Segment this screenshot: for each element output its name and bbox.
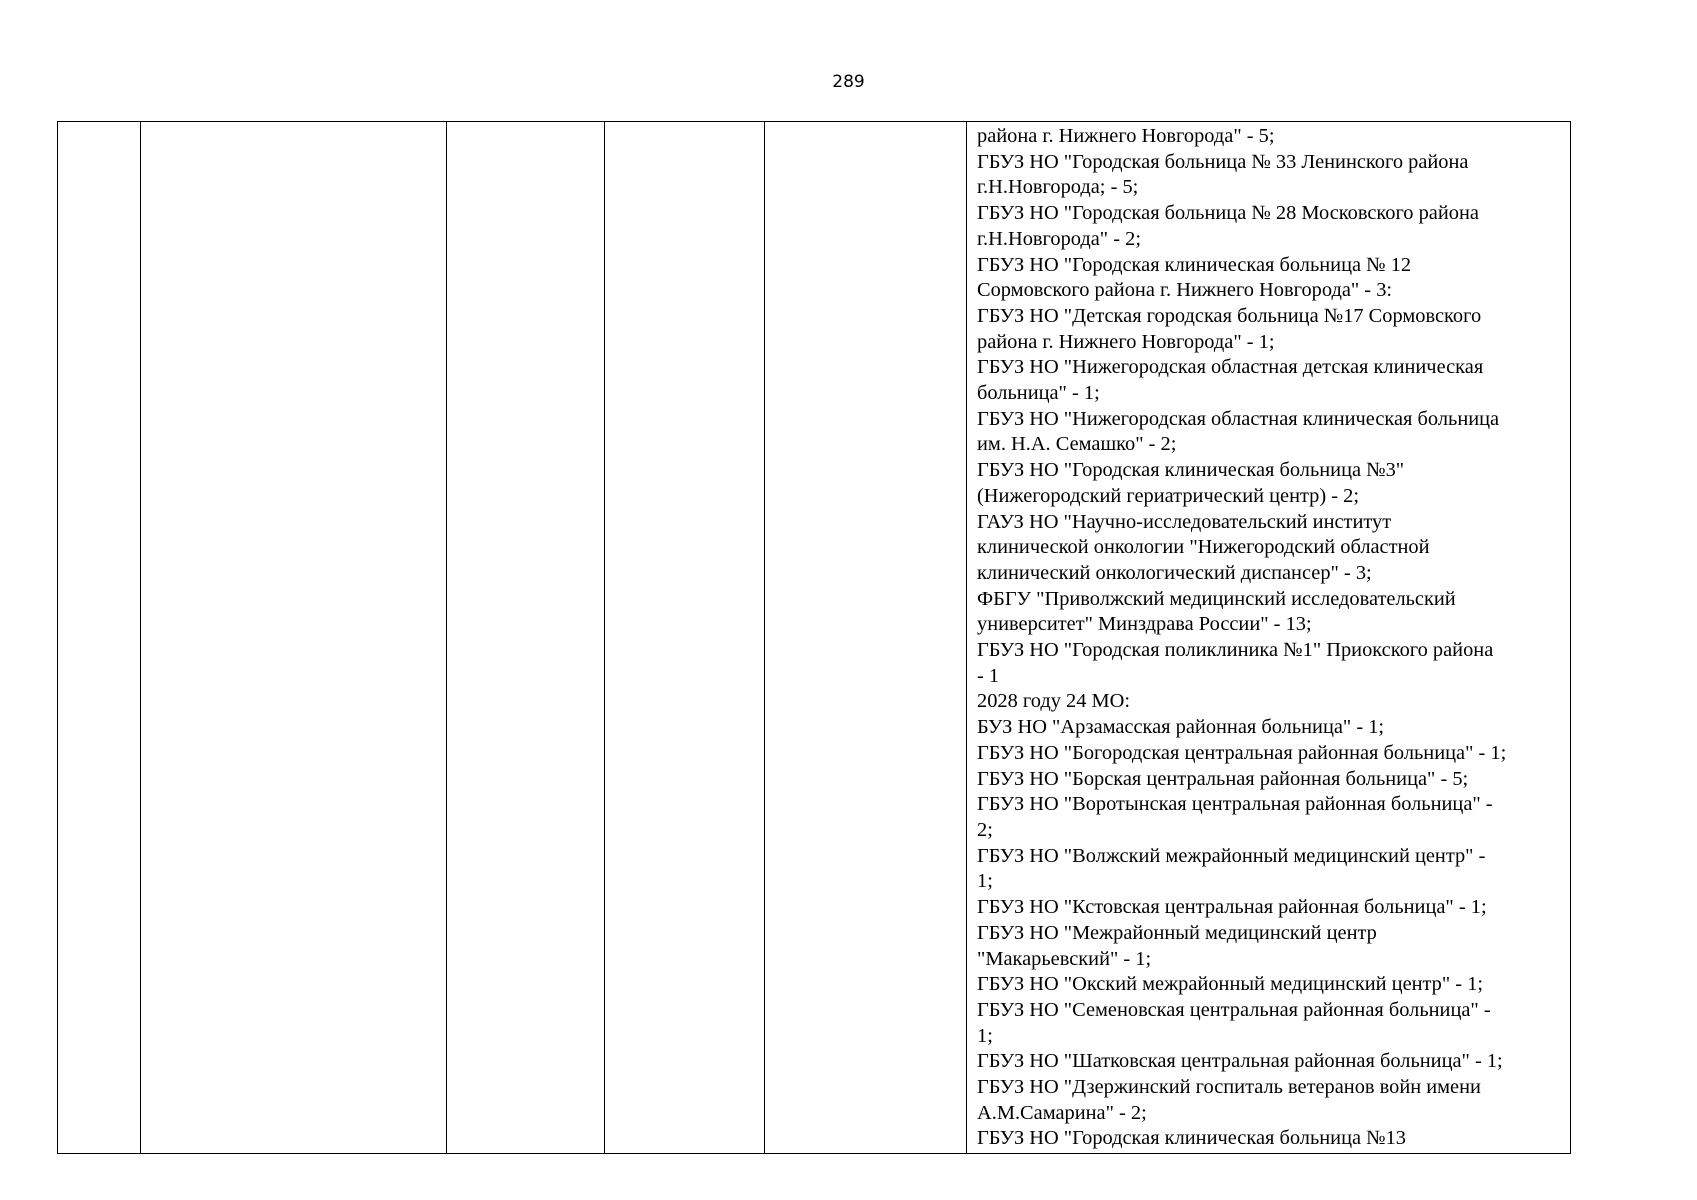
institution-line: ГБУЗ НО "Городская поликлиника №1" Приокского района xyxy=(977,639,1494,662)
table-cell-col-1 xyxy=(58,122,141,1154)
institution-line: г.Н.Новгорода" - 2; xyxy=(977,227,1141,250)
institution-line: клинический онкологический диспансер" - 3; xyxy=(977,561,1372,584)
institution-line: им. Н.А. Семашко" - 2; xyxy=(977,433,1177,456)
institution-line: ФБГУ "Приволжский медицинский исследовательский xyxy=(977,587,1456,610)
institution-line: ГБУЗ НО "Богородская центральная районная больница" - 1; xyxy=(977,741,1507,764)
institution-line: г.Н.Новгорода; - 5; xyxy=(977,176,1139,199)
institution-line: ГБУЗ НО "Городская клиническая больница № 12 xyxy=(977,253,1412,276)
institution-line: ГБУЗ НО "Волжский межрайонный медицинский центр" - xyxy=(977,844,1486,867)
institution-line: ГБУЗ НО "Нижегородская областная клиническая больница xyxy=(977,407,1500,430)
institution-line: 1; xyxy=(977,870,993,893)
institution-line: "Макарьевский" - 1; xyxy=(977,947,1152,970)
institution-line: ГБУЗ НО "Дзержинский госпиталь ветеранов войн имени xyxy=(977,1076,1481,1099)
table-cell-col-5 xyxy=(765,122,967,1154)
table-cell-col-2 xyxy=(141,122,447,1154)
institution-line: ГБУЗ НО "Городская больница № 28 Московского района xyxy=(977,202,1479,225)
table-row xyxy=(58,122,1571,1154)
institution-line: 2; xyxy=(977,818,993,841)
institution-line: ГБУЗ НО "Городская клиническая больница №13 xyxy=(977,1127,1406,1150)
institution-line: ГБУЗ НО "Воротынская центральная районная больница" - xyxy=(977,793,1493,816)
table-cell-institutions xyxy=(967,122,1571,1154)
institution-line: ГБУЗ НО "Кстовская центральная районная больница" - 1; xyxy=(977,896,1487,919)
table-cell-col-3 xyxy=(447,122,605,1154)
page-number: 289 xyxy=(832,72,865,92)
institution-line: А.М.Самарина" - 2; xyxy=(977,1101,1147,1124)
institution-line: (Нижегородский гериатрический центр) - 2; xyxy=(977,484,1360,507)
institution-line: - 1 xyxy=(977,664,1000,687)
institution-line: ГБУЗ НО "Семеновская центральная районная больница" - xyxy=(977,998,1491,1021)
institution-line: клинической онкологии "Нижегородский областной xyxy=(977,536,1430,559)
institution-line: ГБУЗ НО "Шатковская центральная районная больница" - 1; xyxy=(977,1050,1503,1073)
institution-line: 1; xyxy=(977,1024,993,1047)
institution-line: Сормовского района г. Нижнего Новгорода" - 3: xyxy=(977,279,1393,302)
document-table xyxy=(57,121,1571,1154)
institution-line: ГБУЗ НО "Городская клиническая больница №3" xyxy=(977,459,1405,482)
institution-line: ГБУЗ НО "Борская центральная районная больница" - 5; xyxy=(977,767,1469,790)
institution-line: ГБУЗ НО "Городская больница № 33 Ленинского района xyxy=(977,150,1469,173)
institution-line: района г. Нижнего Новгорода" - 1; xyxy=(977,330,1275,353)
institution-line: ГБУЗ НО "Межрайонный медицинский центр xyxy=(977,921,1377,944)
institution-list xyxy=(977,124,1564,1152)
institution-line: района г. Нижнего Новгорода" - 5; xyxy=(977,125,1275,147)
institution-line: университет" Минздрава России" - 13; xyxy=(977,613,1312,636)
institution-line: ГБУЗ НО "Окский межрайонный медицинский центр" - 1; xyxy=(977,973,1484,996)
institution-line: 2028 году 24 МО: xyxy=(977,690,1131,713)
institution-line: БУЗ НО "Арзамасская районная больница" - 1; xyxy=(977,716,1385,739)
institution-line: ГАУЗ НО "Научно-исследовательский институт xyxy=(977,510,1392,533)
institution-line: больница" - 1; xyxy=(977,382,1100,405)
institution-line: ГБУЗ НО "Нижегородская областная детская клиническая xyxy=(977,356,1484,379)
table-cell-col-4 xyxy=(605,122,765,1154)
institution-line: ГБУЗ НО "Детская городская больница №17 Сормовского xyxy=(977,304,1482,327)
